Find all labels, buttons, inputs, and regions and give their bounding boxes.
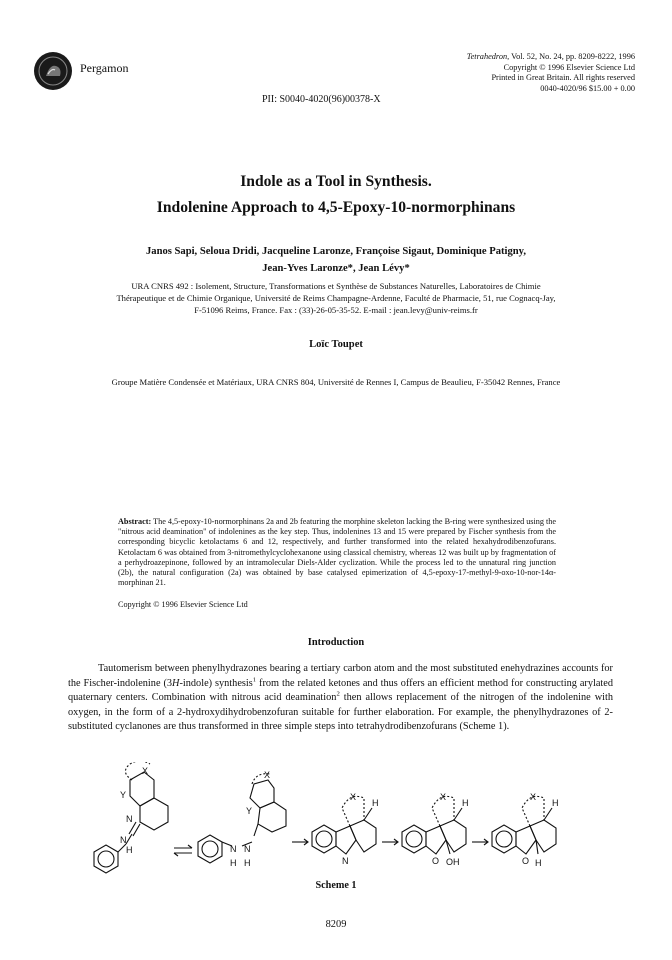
journal-volume: , Vol. 52, No. 24, pp. 8209-8222, 1996 (507, 52, 635, 61)
atom-n-5: N (342, 856, 349, 866)
journal-name: Tetrahedron (466, 52, 508, 61)
atom-oh: OH (446, 857, 460, 867)
price-line: 0040-4020/96 $15.00 + 0.00 (540, 83, 635, 93)
atom-h-5: H (462, 798, 469, 808)
atom-x-5: X (530, 792, 537, 802)
journal-info (375, 52, 635, 94)
abstract-label: Abstract: (118, 517, 152, 526)
atom-h-7: H (552, 798, 559, 808)
section-heading: Introduction (307, 637, 365, 648)
structure-tetrahydrodibenzofuran (492, 796, 556, 854)
para-text-b: -indole) synthesis (179, 677, 253, 689)
paper-title (40, 169, 632, 221)
pii: PII: S0040-4020(96)00378-X (262, 94, 381, 105)
abstract-copyright: Copyright © 1996 Elsevier Science Ltd (118, 600, 248, 609)
atom-h-3: H (244, 858, 251, 868)
atom-n-4: N (244, 844, 251, 854)
reference-1[interactable]: 1 (252, 676, 257, 684)
affiliation-1 (40, 281, 632, 316)
printed-line: Printed in Great Britain. All rights reserved (491, 73, 635, 83)
atom-h-1: H (126, 845, 133, 855)
affiliation-2: Groupe Matière Condensée et Matériaux, URA CNRS 804, Université de Rennes I, Campus de Beaulieu, F-35042 Rennes, France (111, 377, 561, 387)
atom-h-6: H (535, 858, 542, 868)
authors-line-2: Jean-Yves Laronze*, Jean Lévy* (262, 263, 410, 274)
affiliation-1-line-1: URA CNRS 492 : Isolement, Structure, Transformations et Synthèse de Substances Naturelles, Laboratoires de Chimie (131, 281, 541, 291)
atom-h-2: H (230, 858, 237, 868)
atom-n-1: N (126, 814, 133, 824)
structure-hydroxybenzofuran (402, 796, 466, 854)
reaction-arrow-2 (382, 839, 398, 845)
structure-indolenine (312, 796, 376, 854)
atom-y-2: Y (246, 806, 253, 816)
equilibrium-arrow (174, 845, 192, 856)
atom-x-1: X (142, 766, 149, 776)
abstract (118, 517, 556, 588)
page-number: 8209 (325, 919, 347, 930)
reaction-arrow-3 (472, 839, 488, 845)
para-text-d: then allows replacement of the nitrogen of the indolenine with oxygen, in the form of a 2-hydroxydihydrobenzofuran suitable for further elaboration. For example, the phenylhydrazones of 2-substituted cyclanones are thus transformed in three simple steps into tetrahydrodibenzofurans (Scheme 1). (68, 692, 614, 733)
journal-citation (375, 52, 635, 63)
scheme-1-diagram (60, 762, 630, 880)
author-2: Loïc Toupet (309, 339, 363, 350)
affiliation-1-line-3: F-51096 Reims, France. Fax : (33)-26-05-35-52. E-mail : jean.levy@univ-reims.fr (194, 304, 478, 315)
para-text-a: Tautomerism between phenylhydrazones bearing a tertiary carbon atom and the most substituted enehydrazines accounts for the Fischer-indolenine (3 (68, 663, 613, 689)
atom-o-1: O (432, 856, 440, 866)
reaction-arrow-1 (292, 839, 308, 845)
atom-x-2: X (264, 770, 271, 780)
intro-paragraph (68, 662, 613, 735)
atom-n-2: N (120, 835, 127, 845)
title-line-1: Indole as a Tool in Synthesis. (240, 173, 432, 190)
authors (40, 243, 632, 277)
pergamon-tree-icon (34, 52, 72, 90)
abstract-text: The 4,5-epoxy-10-normorphinans 2a and 2b featuring the morphine skeleton lacking the B-ring were synthesized using the "nitrous acid deamination" of indolenines as the key step. Thus, indolenines 13 and 15 were prepared by Fischer synthesis from the corresponding bicyclic ketolactams 6 and 12, respectively, and further transformed into the related hexahydrodibenzofurans. Ketolactam 6 was obtained from 3-nitromethylcyclohexanone using classical chemistry, whereas 12 was built up by fragmentation of a perhydroazepinone, followed by an intramolecular Diels-Alder cyclization. While the process led to the unnatural ring junction (2b), the natural configuration (2a) was obtained by base catalysed epimerization of 4,5-epoxy-17-methyl-9-oxo-10-nor-14α-morphinan 21. (118, 517, 557, 588)
publisher-logo (34, 52, 72, 90)
publisher-name: Pergamon (80, 61, 129, 75)
atom-h-4: H (372, 798, 379, 808)
structure-enehydrazine (198, 774, 286, 863)
title-line-2: Indolenine Approach to 4,5-Epoxy-10-normorphinans (156, 199, 516, 216)
scheme-caption: Scheme 1 (315, 880, 357, 891)
atom-n-3: N (230, 844, 237, 854)
reference-2[interactable]: 2 (336, 690, 340, 698)
atom-y-1: Y (120, 790, 127, 800)
affiliation-1-line-2: Thérapeutique et de Chimie Organique, Université de Reims Champagne-Ardenne, Faculté de Pharmacie, 51, rue Cognacq-Jay, (116, 292, 556, 303)
atom-x-3: X (350, 792, 357, 802)
copyright-line: Copyright © 1996 Elsevier Science Ltd (503, 62, 635, 72)
para-italic: H (172, 677, 180, 689)
authors-line-1: Janos Sapi, Seloua Dridi, Jacqueline Laronze, Françoise Sigaut, Dominique Patigny, (145, 246, 527, 257)
para-text-c: from the related ketones and thus offers an efficient method for constructing arylated quaternary centers. Combination with nitrous acid deamination (68, 677, 613, 704)
atom-x-4: X (440, 792, 447, 802)
atom-o-2: O (522, 856, 530, 866)
